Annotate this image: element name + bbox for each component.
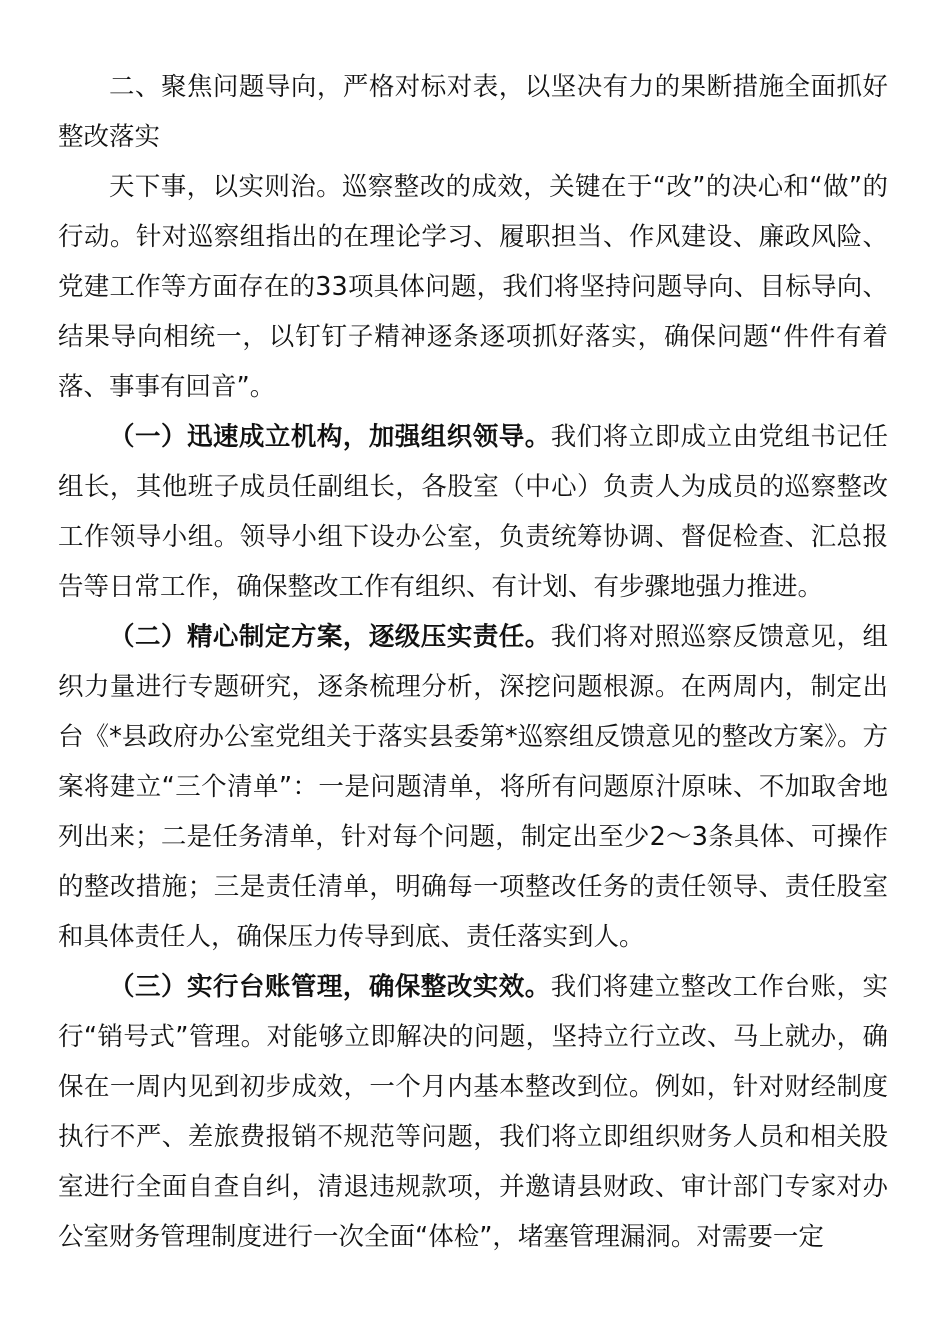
item-body-1: 我们将立即成立由党组书记任组长，其他班子成员任副组长，各股室（中心）负责人为成员的巡察整改工作领导小组。领导小组下设办公室，负责统筹协调、督促检查、汇总报告等日常工作，确保整改工作有组织、有计划、有步骤地强力推进。 [58, 422, 888, 602]
item-lead-2: （二）精心制定方案，逐级压实责任。 [109, 622, 551, 652]
item-paragraph-2 [58, 612, 888, 962]
item-body-2: 我们将对照巡察反馈意见，组织力量进行专题研究，逐条梳理分析，深挖问题根源。在两周内，制定出台《*县政府办公室党组关于落实县委第*巡察组反馈意见的整改方案》。方案将建立“三个清单”：一是问题清单，将所有问题原汁原味、不加取舍地列出来；二是任务清单，针对每个问题，制定出至少2～3条具体、可操作的整改措施；三是责任清单，明确每一项整改任务的责任领导、责任股室和具体责任人，确保压力传导到底、责任落实到人。 [58, 622, 888, 952]
item-paragraph-3 [58, 962, 888, 1262]
intro-paragraph: 天下事，以实则治。巡察整改的成效，关键在于“改”的决心和“做”的行动。针对巡察组指出的在理论学习、履职担当、作风建设、廉政风险、党建工作等方面存在的33项具体问题，我们将坚持问题导向、目标导向、结果导向相统一，以钉钉子精神逐条逐项抓好落实，确保问题“件件有着落、事事有回音”。 [58, 172, 888, 402]
item-lead-3: （三）实行台账管理，确保整改实效。 [109, 972, 551, 1002]
item-paragraph-1 [58, 412, 888, 612]
item-body-3: 我们将建立整改工作台账，实行“销号式”管理。对能够立即解决的问题，坚持立行立改、马上就办，确保在一周内见到初步成效，一个月内基本整改到位。例如，针对财经制度执行不严、差旅费报销不规范等问题，我们将立即组织财务人员和相关股室进行全面自查自纠，清退违规款项，并邀请县财政、审计部门专家对办公室财务管理制度进行一次全面“体检”，堵塞管理漏洞。对需要一定 [58, 972, 888, 1252]
section-heading: 二、聚焦问题导向，严格对标对表，以坚决有力的果断措施全面抓好整改落实 [58, 72, 888, 152]
item-lead-1: （一）迅速成立机构，加强组织领导。 [109, 422, 551, 452]
document-page [58, 62, 888, 1262]
